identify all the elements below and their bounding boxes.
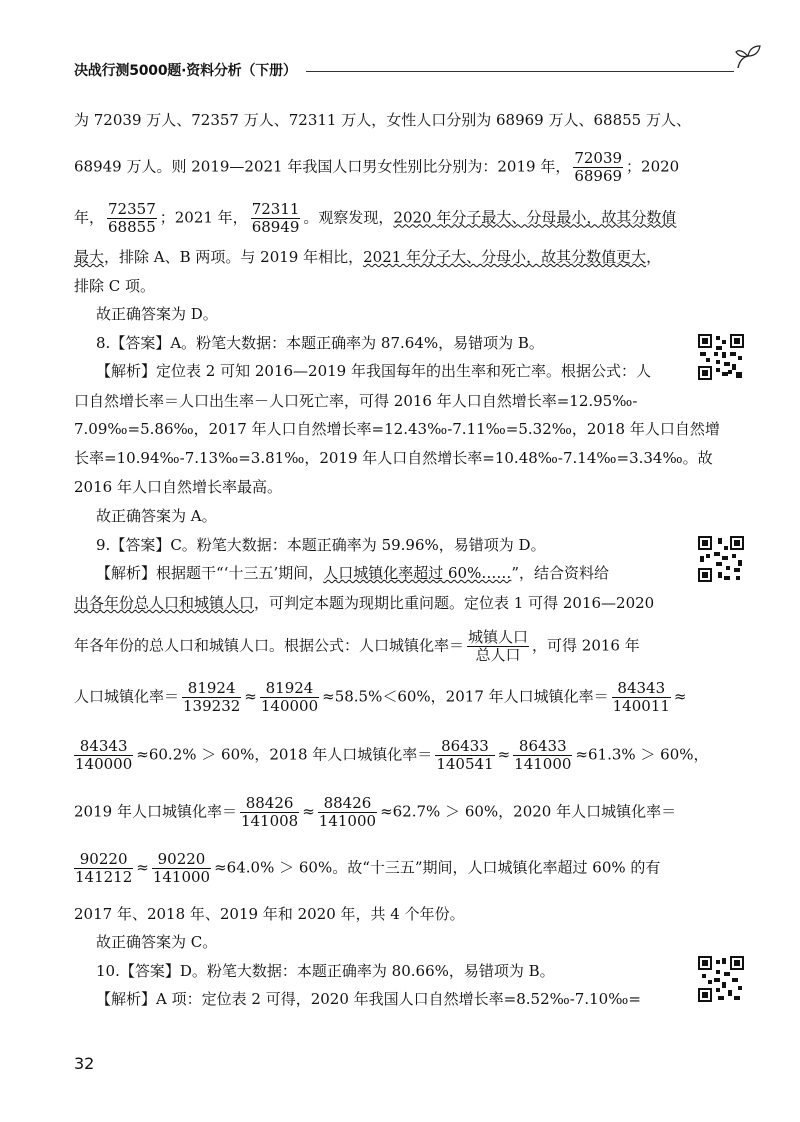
text-line: 2019 年人口城镇化率＝ $\frac{88426}{141008}$ ≈ $\frac{88426}{141000}$ ≈62.7% ＞ 60%，2020 年人口城镇化率＝ xyxy=(74,794,677,830)
analysis-line: 【解析】定位表 2 可知 2016—2019 年我国每年的出生率和死亡率。根据公式：人 xyxy=(96,362,651,380)
qr-code-icon[interactable] xyxy=(696,534,746,584)
fraction: $\frac{81924}{140000}$ xyxy=(260,679,319,715)
qr-code-icon[interactable] xyxy=(696,954,746,1004)
text-line: 故正确答案为 D。 xyxy=(96,305,218,323)
fraction: $\frac{81924}{139232}$ xyxy=(183,679,241,715)
fraction: $\frac{90220}{141212}$ xyxy=(75,850,133,886)
header-title: 决战行测5000题·资料分析（下册） xyxy=(74,63,297,79)
text-line: 2016 年人口自然增长率最高。 xyxy=(74,478,282,496)
text-line: 故正确答案为 A。 xyxy=(96,507,217,525)
answer-line: 10.【答案】D。粉笔大数据：本题正确率为 80.66%，易错项为 B。 xyxy=(96,962,555,980)
text-line: $\frac{90220}{141212}$ ≈ $\frac{90220}{141000}$ ≈64.0% ＞ 60%。故“十三五”期间，人口城镇化率超过 60% 的有 xyxy=(75,850,661,886)
text-line: 68949 万人。则 2019—2021 年我国人口男女性别比分别为：2019 年， $\frac{72039}{68969}$ ；2020 xyxy=(74,149,680,185)
text-line: 排除 C 项。 xyxy=(74,277,156,295)
fraction: $\frac{86433}{141000}$ xyxy=(514,737,572,773)
fraction: $\frac{88426}{141008}$ xyxy=(240,794,299,830)
text-line: $\frac{84343}{140000}$ ≈60.2% ＞ 60%，2018 年人口城镇化率＝ $\frac{86433}{140541}$ ≈ $\frac{86433}{141000}$ ≈61.3% ＞ 60%， xyxy=(75,737,709,773)
fraction: $\frac{84343}{140011}$ xyxy=(612,679,670,715)
text-line: 出各年份总人口和城镇人口，可判定本题为现期比重问题。定位表 1 可得 2016—2020 xyxy=(74,594,655,612)
running-header xyxy=(74,60,764,82)
fraction: $\frac{88426}{141000}$ xyxy=(318,794,377,830)
text-line: 故正确答案为 C。 xyxy=(96,933,218,951)
fraction: $\frac{72039}{68969}$ xyxy=(574,149,623,185)
text-line: 2017 年、2018 年、2019 年和 2020 年，共 4 个年份。 xyxy=(74,905,465,923)
fraction: $\frac{90220}{141000}$ xyxy=(152,850,211,886)
text-line: 人口城镇化率＝ $\frac{81924}{139232}$ ≈ $\frac{81924}{140000}$ ≈58.5%＜60%，2017 年人口城镇化率＝ $\frac{84343}{140011}$ ≈ xyxy=(74,679,687,715)
text-line: 年各年份的总人口和城镇人口。根据公式：人口城镇化率＝ $\frac{\text{城镇人口}}{\text{总人口}}$ ，可得 2016 年 xyxy=(74,628,640,664)
text-line: 长率=10.94‰-7.13‰=3.81‰，2019 年人口自然增长率=10.48‰-7.14‰=3.34‰。故 xyxy=(74,449,713,467)
qr-code-icon[interactable] xyxy=(696,332,746,382)
analysis-line: 【解析】根据题干“‘十三五’期间，人口城镇化率超过 60%……”，结合资料给 xyxy=(96,564,610,582)
answer-line: 9.【答案】C。粉笔大数据：本题正确率为 59.96%，易错项为 D。 xyxy=(96,536,546,554)
text-line: 口自然增长率＝人口出生率－人口死亡率，可得 2016 年人口自然增长率=12.95‰- xyxy=(74,392,638,410)
page-number: 32 xyxy=(74,1054,95,1073)
fraction: $\frac{72357}{68855}$ xyxy=(108,200,156,236)
header-rule xyxy=(306,71,734,72)
text-line: 最大，排除 A、B 两项。与 2019 年相比，2021 年分子大、分母小，故其分数值更大， xyxy=(74,248,662,266)
text-line: 为 72039 万人、72357 万人、72311 万人，女性人口分别为 68969 万人、68855 万人、 xyxy=(74,111,691,129)
sprout-icon xyxy=(734,44,762,70)
fraction: $\frac{86433}{140541}$ xyxy=(436,737,494,773)
fraction: $\frac{\text{城镇人口}}{\text{总人口}}$ xyxy=(468,628,529,664)
fraction: $\frac{72311}{68949}$ xyxy=(251,200,300,236)
answer-line: 8.【答案】A。粉笔大数据：本题正确率为 87.64%，易错项为 B。 xyxy=(96,334,544,352)
text-line: 年， $\frac{72357}{68855}$ ；2021 年， $\frac{72311}{68949}$ 。观察发现，2020 年分子最大、分母最小，故其分数值 xyxy=(74,200,677,236)
text-line: 7.09‰=5.86‰，2017 年人口自然增长率=12.43‰-7.11‰=5.32‰，2018 年人口自然增 xyxy=(74,420,720,438)
fraction: $\frac{84343}{140000}$ xyxy=(75,737,133,773)
analysis-line: 【解析】A 项：定位表 2 可得，2020 年我国人口自然增长率=8.52‰-7.10‰= xyxy=(96,990,641,1008)
